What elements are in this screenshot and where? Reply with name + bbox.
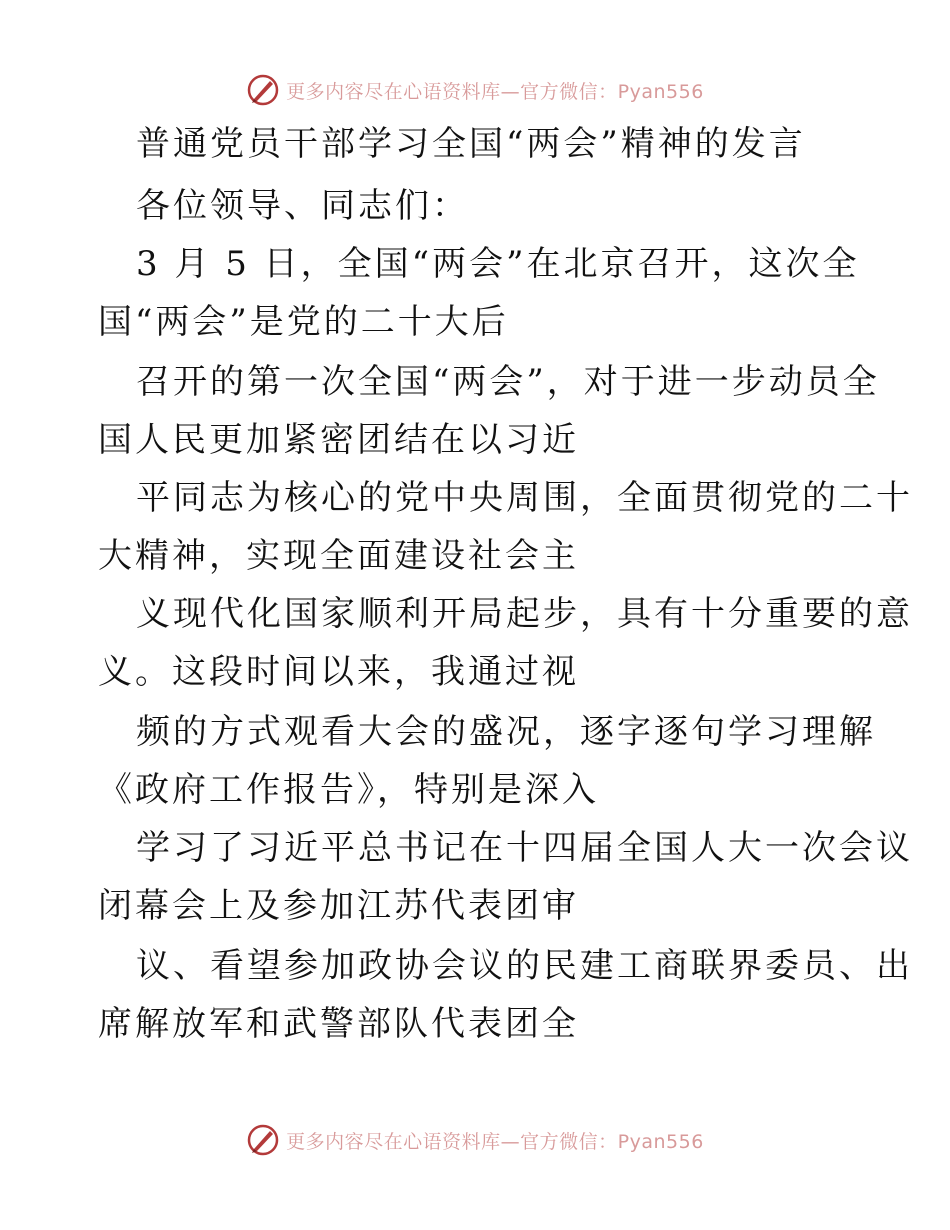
quill-logo-icon <box>246 73 280 107</box>
document-title: 普通党员干部学习全国“两会”精神的发言 <box>136 124 806 164</box>
paragraph-line: 频的方式观看大会的盛况，逐字逐句学习理解 <box>136 712 876 752</box>
paragraph-line: 3 月 5 日，全国“两会”在北京召开，这次全 <box>136 244 860 284</box>
quill-logo-icon <box>246 1123 280 1157</box>
paragraph-line: 席解放军和武警部队代表团全 <box>98 1004 579 1044</box>
watermark-text: 更多内容尽在心语资料库—官方微信：Pyan556 <box>286 1130 704 1153</box>
paragraph-line: 国“两会”是党的二十大后 <box>98 302 509 342</box>
paragraph-line: 国人民更加紧密团结在以习近 <box>98 420 579 460</box>
paragraph-line: 《政府工作报告》，特别是深入 <box>98 770 599 810</box>
header-watermark <box>0 70 950 110</box>
salutation: 各位领导、同志们： <box>136 186 469 226</box>
paragraph-line: 议、看望参加政协会议的民建工商联界委员、出 <box>136 946 913 986</box>
paragraph-line: 学习了习近平总书记在十四届全国人大一次会议 <box>136 828 913 868</box>
paragraph-line: 义。这段时间以来，我通过视 <box>98 652 579 692</box>
paragraph-line: 义现代化国家顺利开局起步，具有十分重要的意 <box>136 594 913 634</box>
paragraph-line: 大精神，实现全面建设社会主 <box>98 536 579 576</box>
paragraph-line: 召开的第一次全国“两会”，对于进一步动员全 <box>136 362 880 402</box>
footer-watermark <box>0 1120 950 1160</box>
paragraph-line: 闭幕会上及参加江苏代表团审 <box>98 886 579 926</box>
paragraph-line: 平同志为核心的党中央周围，全面贯彻党的二十 <box>136 478 913 518</box>
watermark-text: 更多内容尽在心语资料库—官方微信：Pyan556 <box>286 80 704 103</box>
